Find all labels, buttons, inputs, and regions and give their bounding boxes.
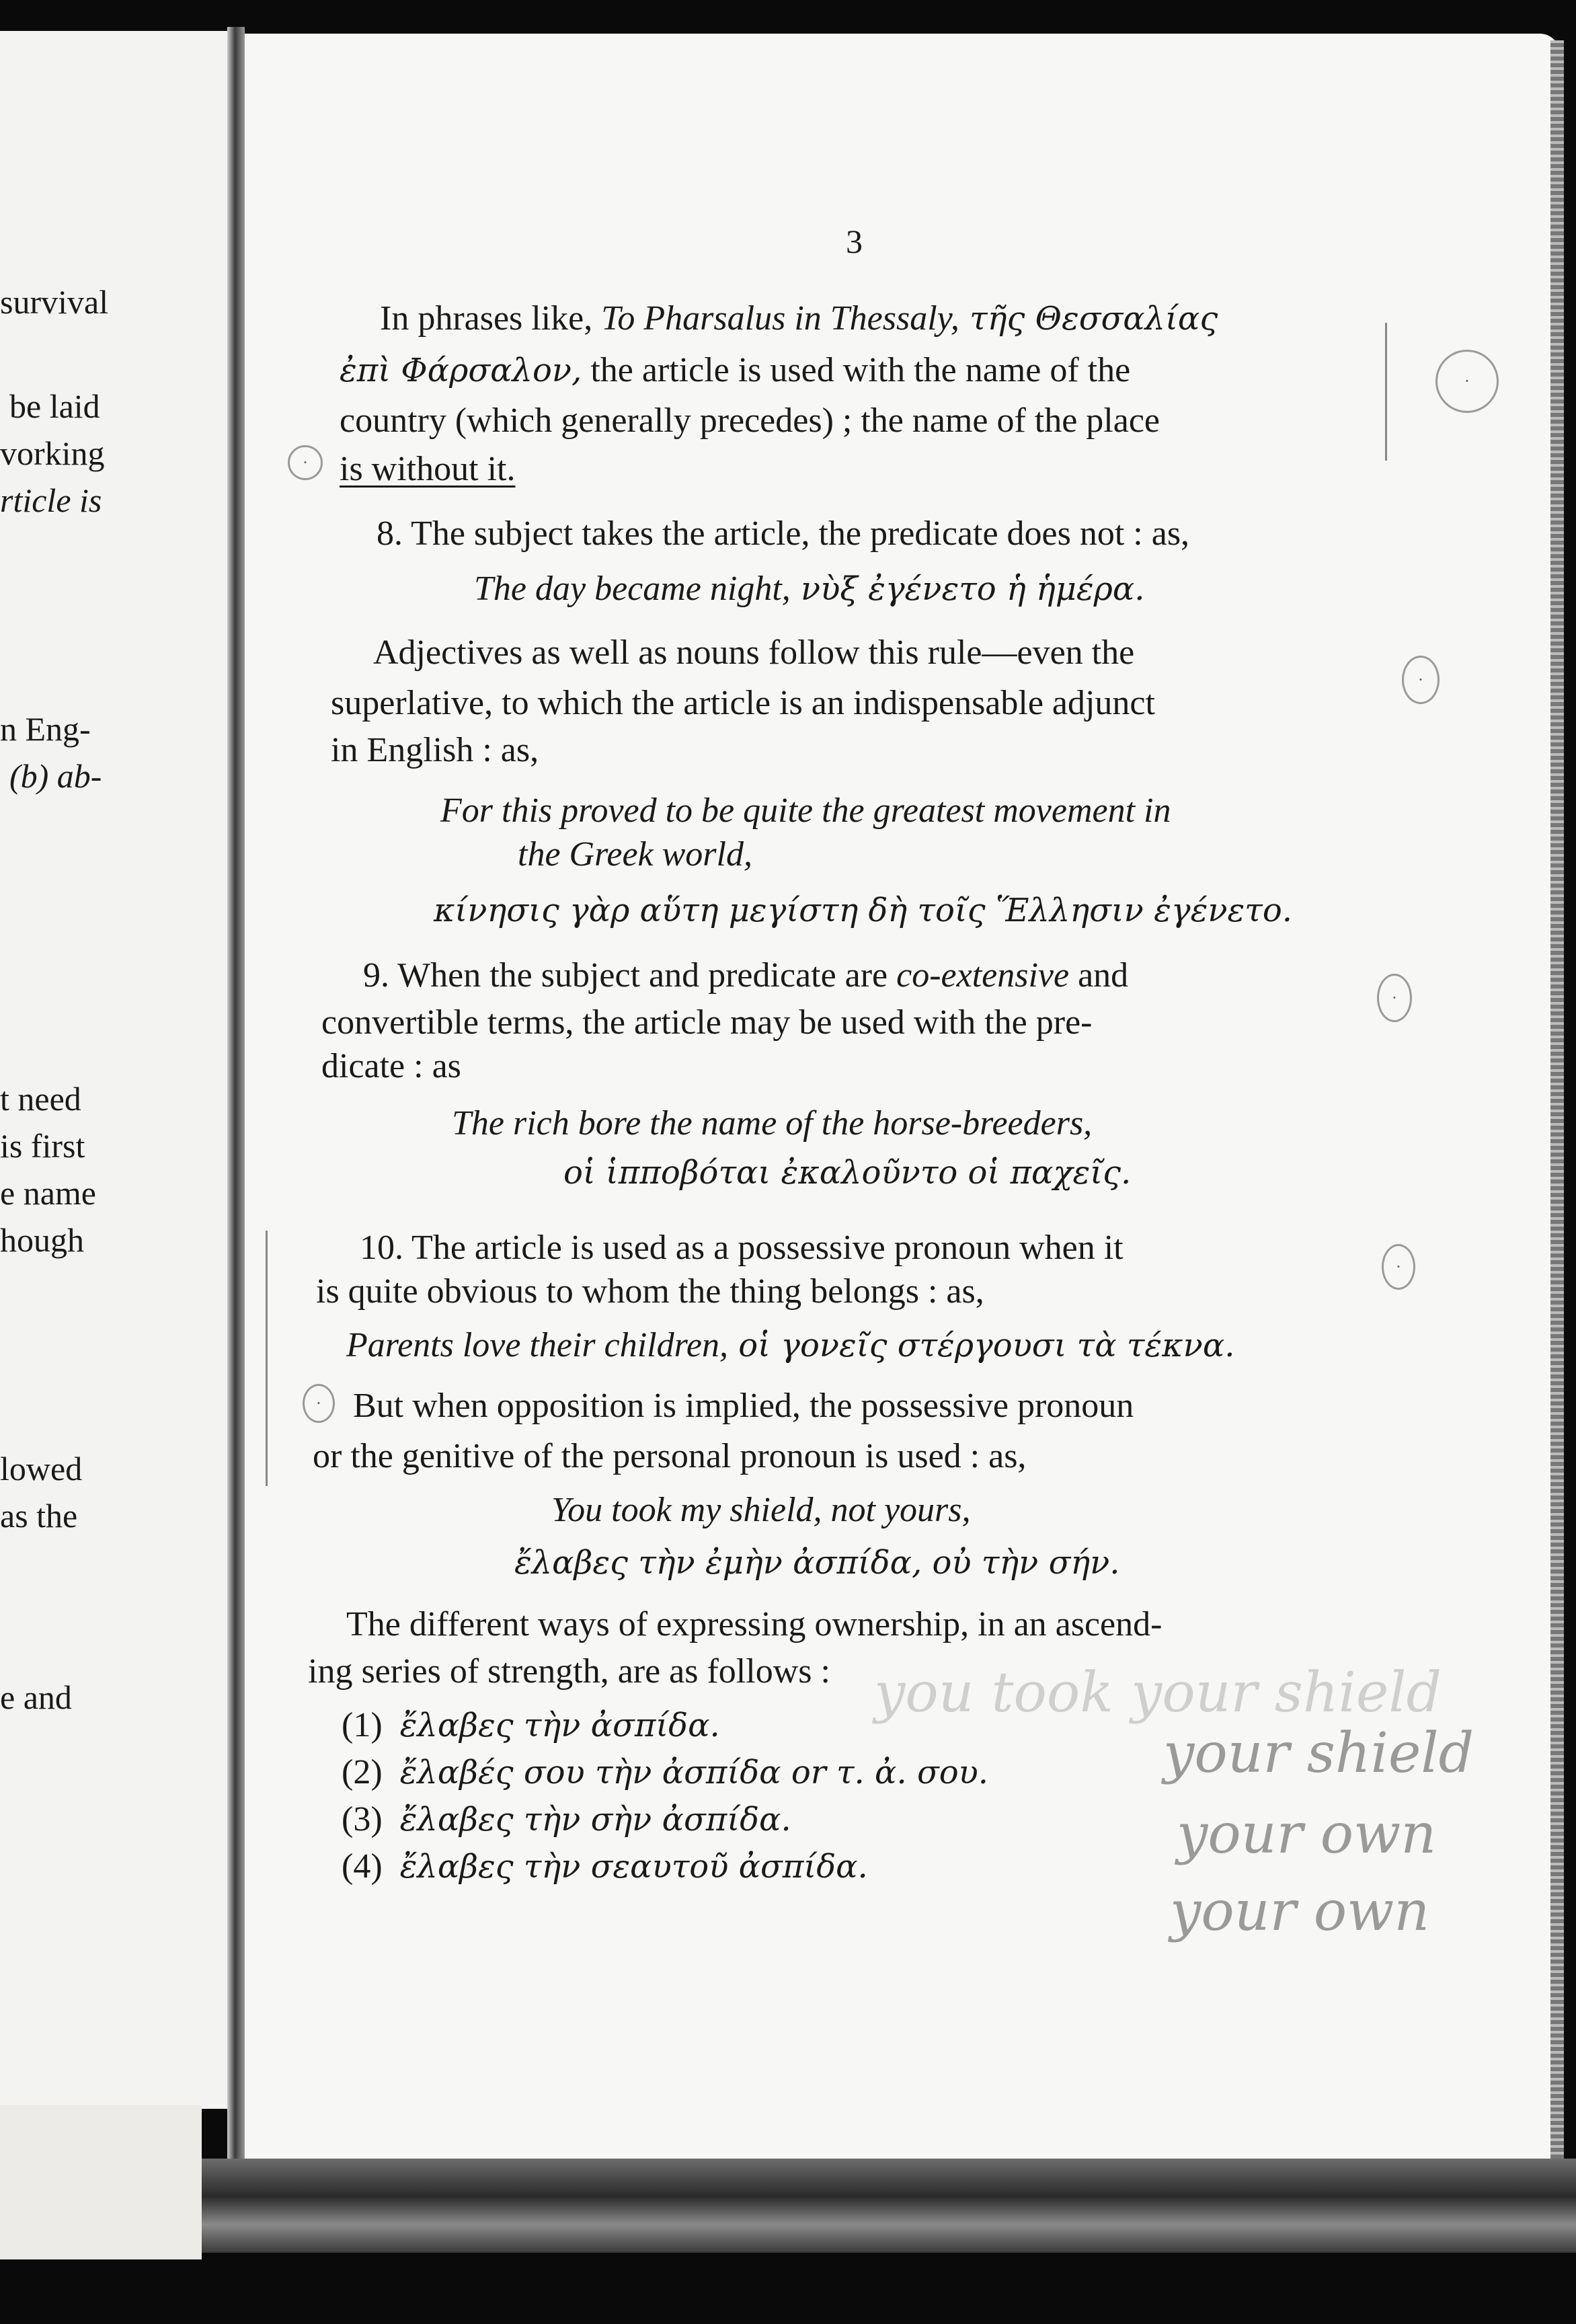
example-line: κίνησις γὰρ αὕτη μεγίστη δὴ τοῖς Ἕλλησιν ἐγένετο. (434, 892, 1292, 929)
list-item: (2) ἔλαβές σου τὴν ἀσπίδα or τ. ἀ. σου. (342, 1753, 989, 1791)
margin-line (1385, 323, 1387, 461)
margin-circle-mark: · (288, 445, 323, 480)
left-page-bottom (0, 2105, 202, 2259)
list-item: (3) ἔλαβες τὴν σὴν ἀσπίδα. (342, 1800, 791, 1838)
list-item: (1) ἔλαβες τὴν ἀσπίδα. (342, 1706, 720, 1744)
page-edge-bottom (202, 2159, 1576, 2253)
margin-circle-mark: · (1402, 656, 1440, 704)
text-line: is quite obvious to whom the thing belongs : as, (316, 1272, 984, 1311)
handwritten-note: your own (1170, 1880, 1430, 1943)
text-line: in English : as, (331, 731, 539, 769)
example-line: ἔλαβες τὴν ἐμὴν ἀσπίδα, οὐ τὴν σήν. (514, 1544, 1120, 1582)
text-line: In phrases like, To Pharsalus in Thessaly, τῆς Θεσσαλίας (380, 299, 1218, 338)
left-fragment: t need (0, 1080, 81, 1118)
left-fragment: e name (0, 1174, 96, 1212)
text-line: is without it. (340, 450, 516, 488)
margin-circle-mark: · (1435, 350, 1499, 413)
left-fragment: hough (0, 1221, 84, 1259)
book-gutter (227, 27, 245, 2179)
example-line: οἱ ἱπποβόται ἐκαλοῦντο οἱ παχεῖς. (563, 1154, 1132, 1192)
example-line: For this proved to be quite the greatest movement in (440, 791, 1171, 830)
margin-circle-mark: · (1382, 1244, 1415, 1290)
left-fragment: vorking (0, 434, 105, 472)
left-fragment: survival (0, 283, 109, 321)
text-line: or the genitive of the personal pronoun is used : as, (313, 1437, 1027, 1475)
text-line: But when opposition is implied, the possessive pronoun (353, 1387, 1134, 1425)
left-fragment: e and (0, 1678, 72, 1716)
handwritten-note: you took your shield (874, 1661, 1442, 1725)
text-line: convertible terms, the article may be used with the pre- (321, 1003, 1093, 1042)
text-line: dicate : as (321, 1047, 461, 1085)
text-line: Adjectives as well as nouns follow this rule—even the (373, 633, 1135, 672)
example-line: You took my shield, not yours, (551, 1491, 971, 1529)
example-line: The day became night, νὺξ ἐγένετο ἡ ἡμέρα. (474, 570, 1145, 608)
left-fragment: (b) ab- (9, 757, 102, 795)
text-line: 10. The article is used as a possessive pronoun when it (360, 1229, 1124, 1267)
text-line: ἐπὶ Φάρσαλον, the article is used with the name of the (340, 351, 1131, 389)
margin-circle-mark: · (303, 1384, 335, 1423)
text-line: 8. The subject takes the article, the predicate does not : as, (377, 514, 1190, 553)
margin-circle-mark: · (1377, 974, 1412, 1022)
example-line: Parents love their children, οἱ γονεῖς στέργουσι τὰ τέκνα. (346, 1326, 1235, 1364)
handwritten-note: your own (1177, 1802, 1437, 1866)
text-line: ing series of strength, are as follows : (308, 1652, 830, 1691)
text-line: superlative, to which the article is an indispensable adjunct (331, 684, 1155, 722)
example-line: The rich bore the name of the horse-breeders, (452, 1104, 1093, 1142)
left-fragment: rticle is (0, 481, 102, 519)
page-number: 3 (846, 223, 863, 260)
left-fragment: is first (0, 1127, 85, 1165)
example-line: the Greek world, (518, 835, 752, 874)
left-fragment: be laid (9, 387, 100, 425)
page-edge-right (1550, 40, 1564, 2192)
handwritten-note: your shield (1163, 1721, 1474, 1785)
text-line: country (which generally precedes) ; the name of the place (340, 401, 1160, 440)
margin-line (266, 1231, 268, 1486)
left-fragment: as the (0, 1497, 78, 1535)
left-fragment: n Eng- (0, 710, 91, 748)
list-item: (4) ἔλαβες τὴν σεαυτοῦ ἀσπίδα. (342, 1847, 868, 1886)
text-line: 9. When the subject and predicate are co-extensive and (363, 956, 1129, 995)
text-line: The different ways of expressing ownership, in an ascend- (346, 1605, 1163, 1643)
left-page (0, 31, 235, 2109)
left-fragment: lowed (0, 1450, 83, 1487)
